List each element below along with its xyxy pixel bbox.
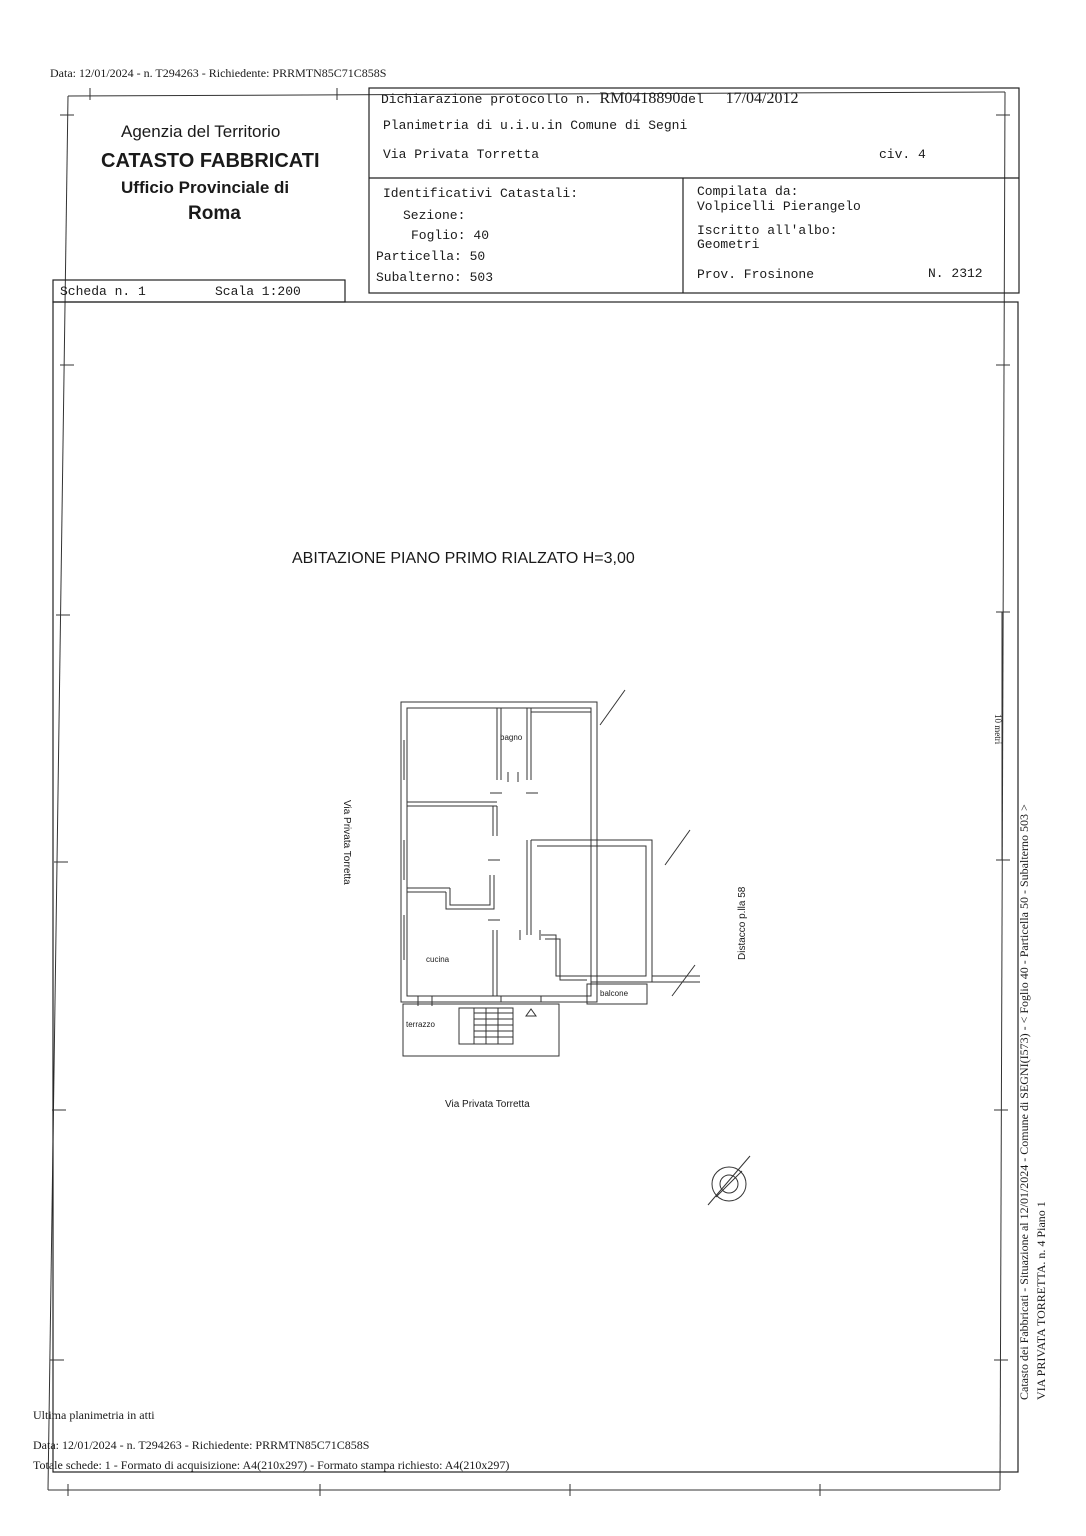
ident-particella: Particella: 50 — [376, 249, 486, 264]
street-line: Via Privata Torretta — [383, 147, 540, 162]
ident-foglio: Foglio: 40 — [411, 228, 490, 243]
civic-number: civ. 4 — [879, 147, 926, 162]
compiler-name: Volpicelli Pierangelo — [697, 199, 861, 214]
room-balcone: balcone — [600, 989, 629, 998]
distacco-label: Distacco p.lla 58 — [737, 886, 748, 960]
scale-bar-label: 10 metri — [993, 714, 1003, 745]
room-cucina: cucina — [426, 955, 450, 964]
planimetry-line: Planimetria di u.i.u.in Comune di Segni — [383, 118, 688, 133]
ident-sezione: Sezione: — [403, 208, 466, 223]
plan-title: ABITAZIONE PIANO PRIMO RIALZATO H=3,00 — [292, 550, 635, 567]
albo-value: Geometri — [697, 237, 760, 252]
protocol-number: RM0418890 — [599, 90, 681, 107]
side-situation-line: Catasto dei Fabbricati - Situazione al 12/01/2024 - Comune di SEGNI(I573) - < Foglio 40 - Particella 50 - Subalterno 503 > — [1017, 804, 1031, 1400]
scheda-number: Scheda n. 1 — [60, 284, 146, 299]
compiler-label: Compilata da: — [697, 184, 799, 199]
footer-request-line: Data: 12/01/2024 - n. T294263 - Richiedente: PRRMTN85C71C858S — [33, 1438, 370, 1452]
room-bagno: bagno — [500, 733, 523, 742]
province: Prov. Frosinone — [697, 267, 815, 282]
room-terrazzo: terrazzo — [406, 1020, 435, 1029]
registration-number: N. 2312 — [928, 266, 983, 281]
footer-totals: Totale schede: 1 - Formato di acquisizione: A4(210x297) - Formato stampa richiesto: A4(210x297) — [33, 1458, 510, 1472]
street-bottom-label: Via Privata Torretta — [445, 1099, 530, 1110]
north-arrow-icon — [708, 1156, 750, 1205]
office-city: Roma — [188, 203, 241, 224]
ident-title: Identificativi Catastali: — [383, 186, 579, 201]
side-address-line: VIA PRIVATA TORRETTA. n. 4 Piano 1 — [1034, 1201, 1048, 1400]
catasto-title: CATASTO FABBRICATI — [101, 150, 320, 172]
date-label: del — [680, 92, 704, 107]
footer-last-plan: Ultima planimetria in atti — [33, 1408, 155, 1422]
agency-name: Agenzia del Territorio — [121, 122, 281, 141]
street-left-label: Via Privata Torretta — [341, 800, 352, 885]
top-request-line: Data: 12/01/2024 - n. T294263 - Richiedente: PRRMTN85C71C858S — [50, 66, 387, 80]
protocol-date: 17/04/2012 — [725, 90, 799, 107]
office-label: Ufficio Provinciale di — [121, 178, 290, 197]
declaration-label: Dichiarazione protocollo n. — [381, 92, 592, 107]
ident-subalterno: Subalterno: 503 — [376, 270, 494, 285]
scale: Scala 1:200 — [215, 284, 301, 299]
albo-label: Iscritto all'albo: — [697, 223, 838, 238]
